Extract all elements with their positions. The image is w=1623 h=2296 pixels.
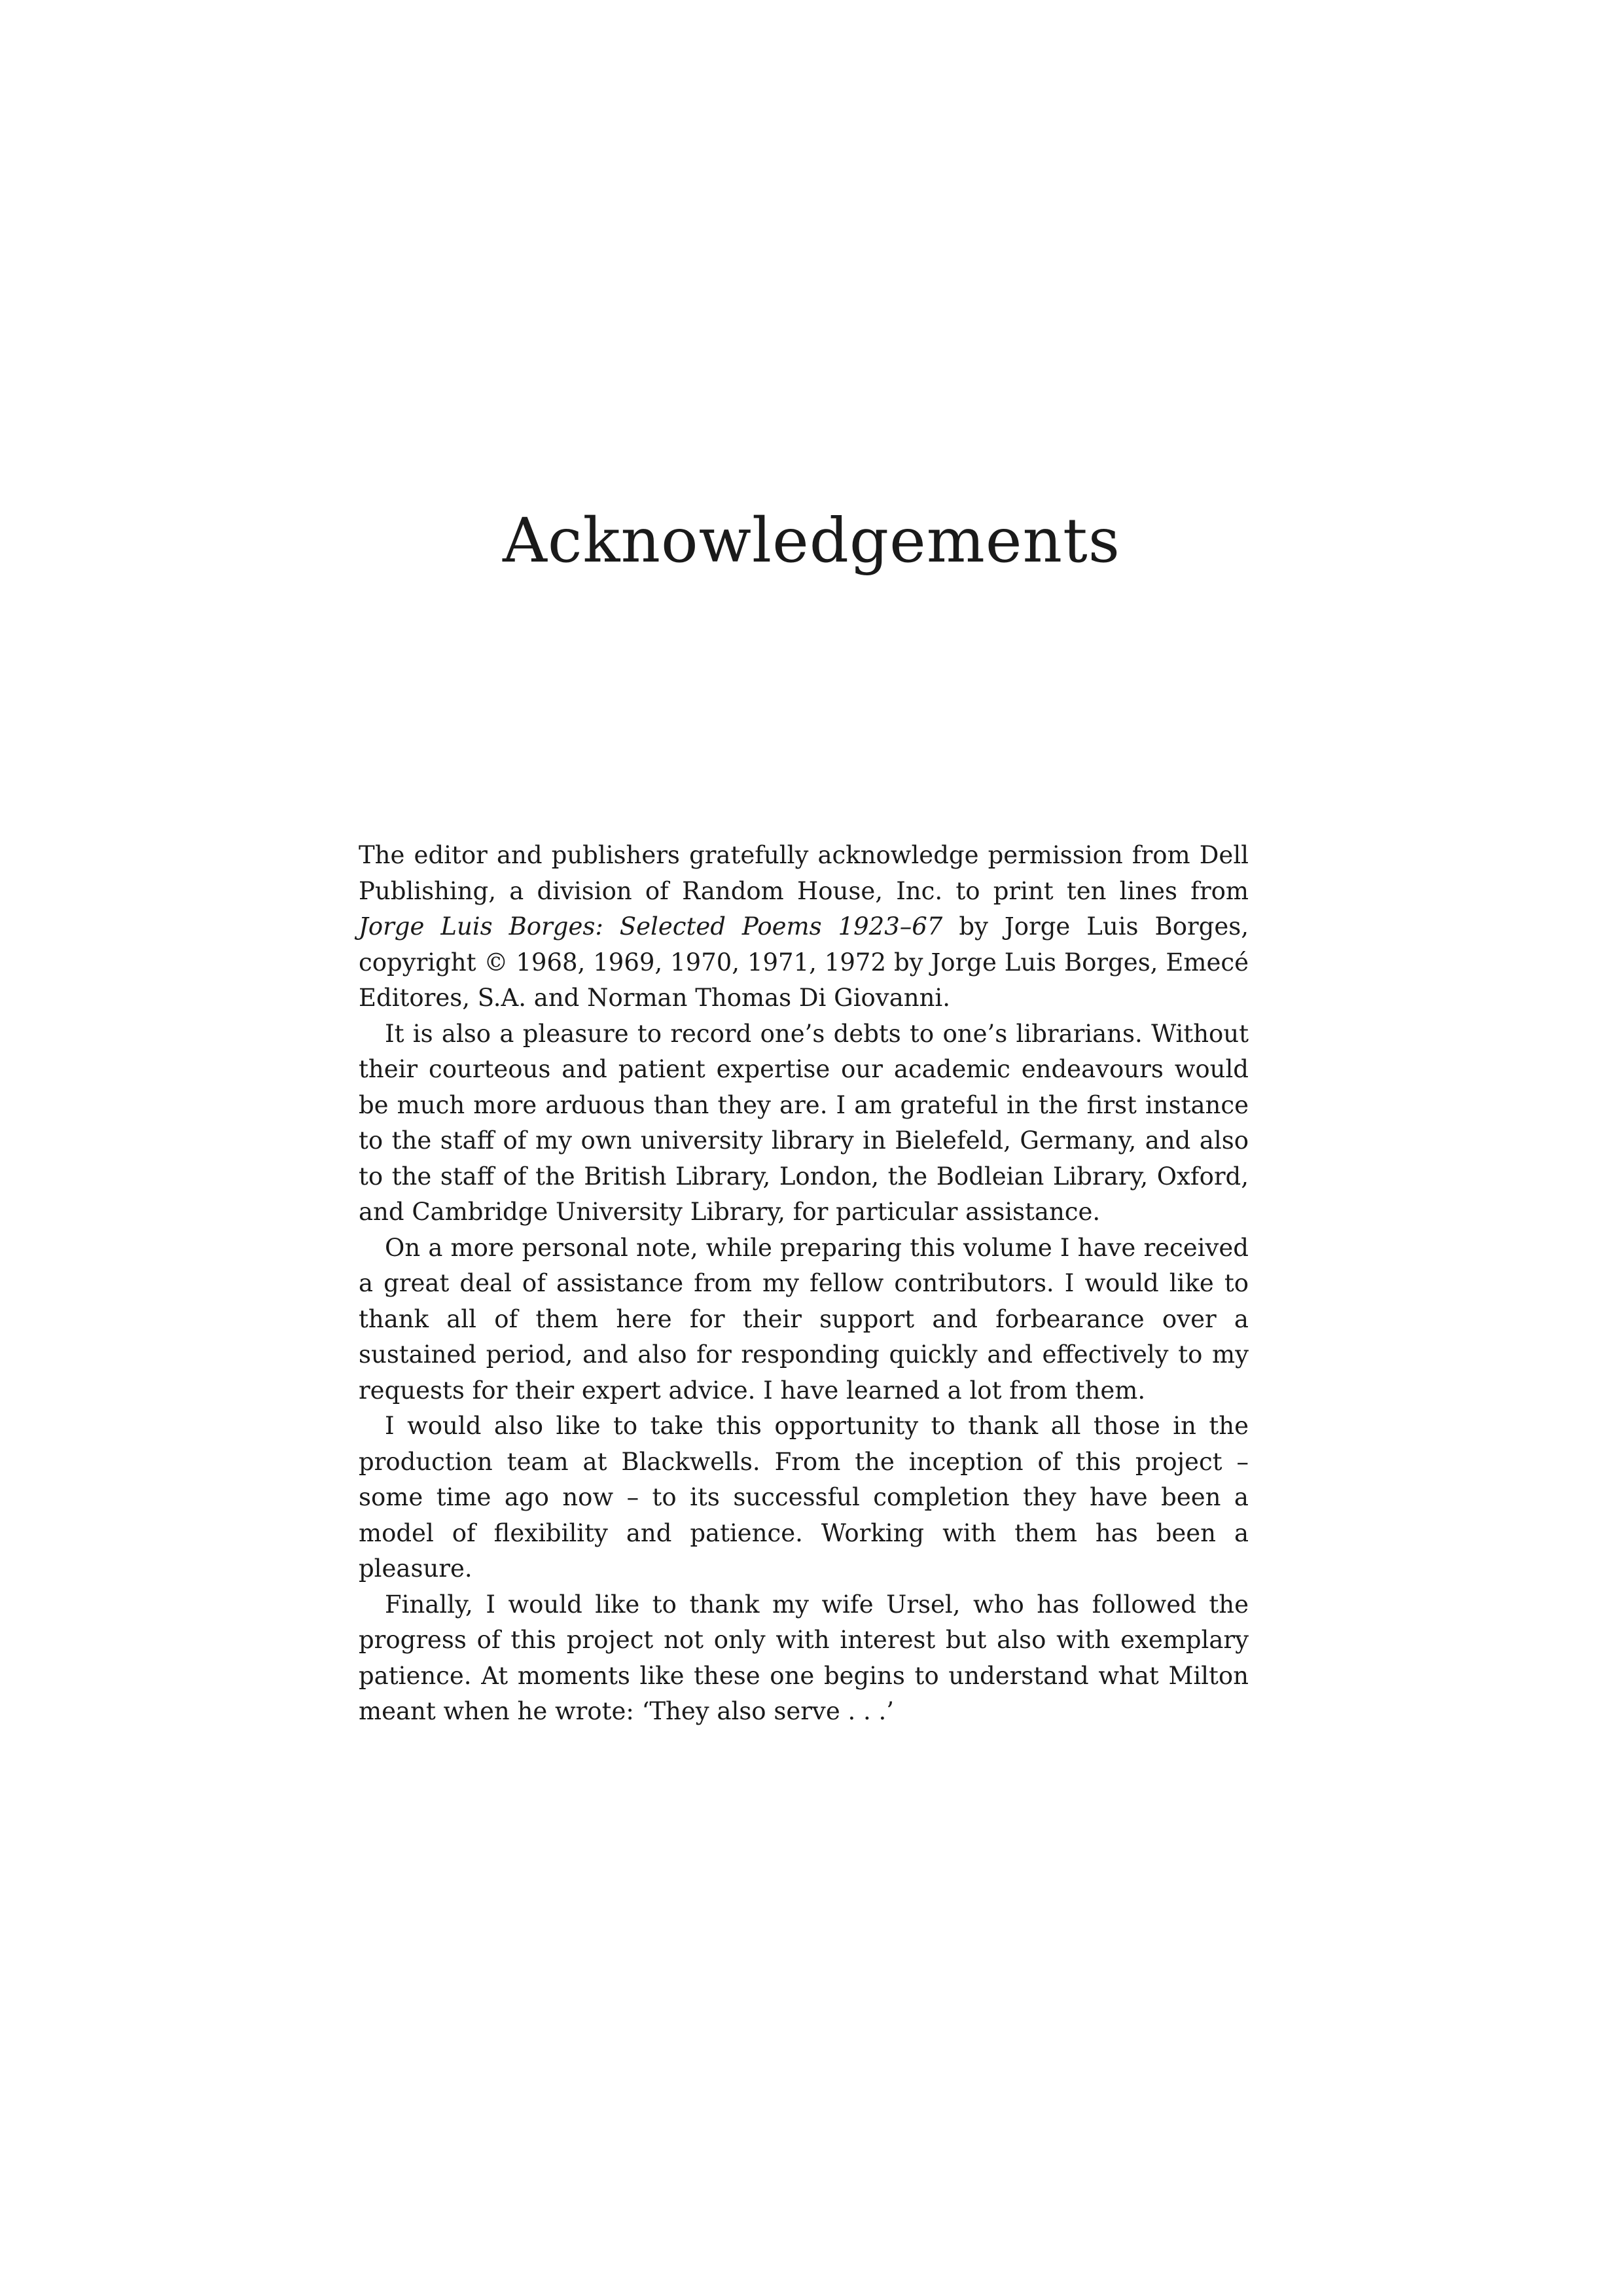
paragraph-librarians: It is also a pleasure to record one’s debts to one’s librarians. Without their courteous and patient expertise our academic endeavours would be much more arduous than they are. I am grateful in the first instance to the staff of my own university library in Bielefeld, Germany, and also to the staff of the British Library, London, the Bodleian Library, Oxford, and Cambridge University Library, for particular assistance. — [359, 1019, 1249, 1226]
paragraph-production-team: I would also like to take this opportunity to thank all those in the production team at Blackwells. From the inception of this project – some time ago now – to its successful completion they have been a model of flexibility and patience. Working with them has been a pleasure. — [359, 1412, 1249, 1583]
page-title: Acknowledgements — [502, 505, 1121, 577]
paragraph-permissions-tail: by Jorge Luis Borges, copyright © 1968, 1969, 1970, 1971, 1972 by Jorge Luis Borges, Emecé Editores, S.A. and Norman Thomas Di Giovanni. — [359, 912, 1249, 1012]
paragraph-personal-thanks: Finally, I would like to thank my wife Ursel, who has followed the progress of this project not only with interest but also with exemplary patience. At moments like these one begins to understand what Milton meant when he wrote: ‘They also serve . . .’ — [359, 1590, 1249, 1725]
paragraph-contributors: On a more personal note, while preparing this volume I have received a great deal of assistance from my fellow contributors. I would like to thank all of them here for their support and forbearance over a sustained period, and also for responding quickly and effectively to my requests for their expert advice. I have learned a lot from them. — [359, 1233, 1249, 1405]
acknowledgements-body — [359, 838, 1249, 1730]
paragraph-permissions-lead: The editor and publishers gratefully acknowledge permission from Dell Publishing, a division of Random House, Inc. to print ten lines from — [359, 841, 1249, 905]
book-title-citation: Jorge Luis Borges: Selected Poems 1923–67 — [359, 912, 943, 941]
paragraph-permissions — [359, 838, 1249, 1016]
